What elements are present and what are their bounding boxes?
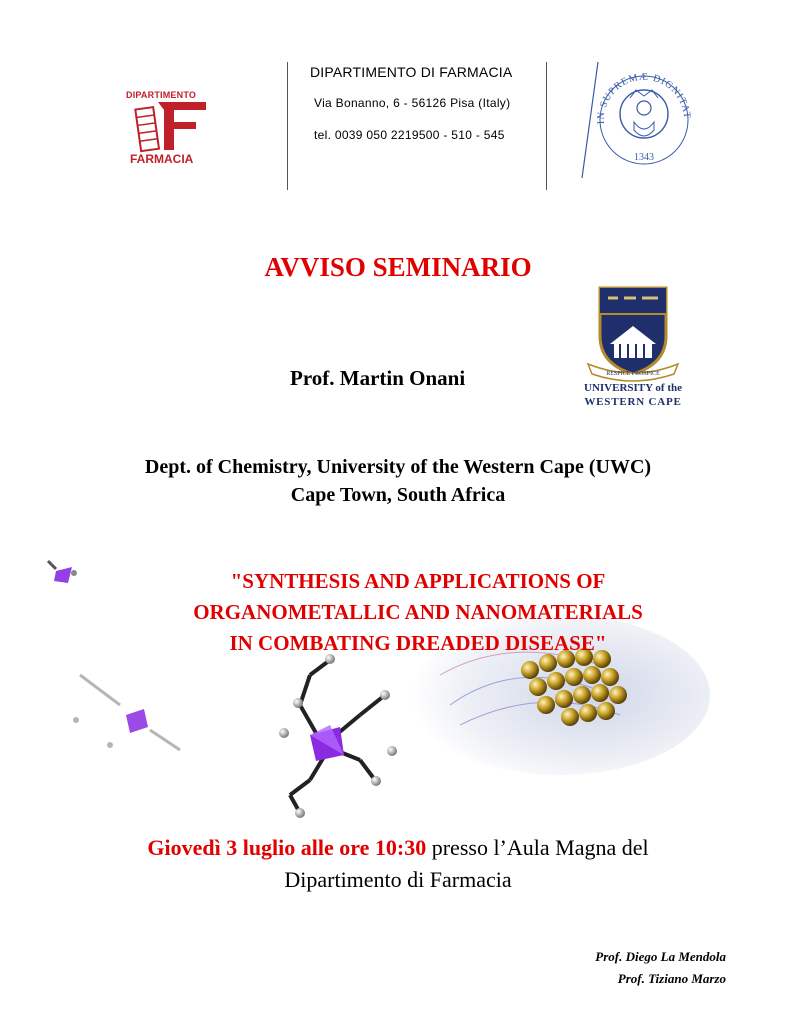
organizer-name: Prof. Tiziano Marzo: [617, 971, 726, 986]
organizers: [595, 946, 726, 990]
uwc-crest-icon: [578, 284, 688, 382]
uwc-logo: [578, 284, 688, 414]
affiliation-line2: Cape Town, South Africa: [290, 484, 506, 506]
seminar-location-part2: Dipartimento di Farmacia: [284, 867, 512, 892]
seminar-location-part1: presso l’Aula Magna del: [426, 835, 649, 860]
uwc-ribbon-text: RESPICE PROSPICE: [606, 371, 660, 377]
header-phone: tel. 0039 050 2219500 - 510 - 545: [314, 128, 505, 142]
talk-title: [100, 566, 736, 659]
header-address: Via Bonanno, 6 - 56126 Pisa (Italy): [314, 96, 511, 110]
university-pisa-seal: [578, 58, 698, 188]
uwc-name-line1: UNIVERSITY of the: [584, 382, 682, 394]
header-title: DIPARTIMENTO DI FARMACIA: [310, 64, 513, 80]
dept-logo-bottom-text: FARMACIA: [130, 152, 194, 166]
header-divider-left: [287, 62, 288, 190]
talk-title-line3: IN COMBATING DREADED DISEASE": [229, 631, 607, 655]
leaning-tower-icon: [128, 98, 208, 154]
department-logo: [118, 84, 218, 174]
affiliation-line1: Dept. of Chemistry, University of the Western Cape (UWC): [144, 456, 652, 478]
talk-title-line2: ORGANOMETALLIC AND NANOMATERIALS: [193, 600, 643, 624]
organizer-name: Prof. Diego La Mendola: [595, 949, 726, 964]
seal-year: 1343: [634, 152, 654, 163]
talk-title-line1: "SYNTHESIS AND APPLICATIONS OF: [230, 569, 606, 593]
faded-cluster-icon: [73, 675, 180, 750]
header-divider-right: [546, 62, 547, 190]
organometallic-molecule-icon: [279, 654, 397, 818]
dept-logo-top-text: DIPARTIMENTO: [126, 90, 197, 100]
small-cluster-icon: [48, 561, 77, 583]
seminar-schedule: [0, 832, 796, 896]
notice-title: AVVISO SEMINARIO: [264, 252, 532, 282]
seminar-date-time: Giovedì 3 luglio alle ore 10:30: [147, 835, 427, 860]
seal-motto: IN SUPREMÆ DIGNITAT: [595, 71, 693, 125]
uwc-name-line2: WESTERN CAPE: [584, 396, 682, 408]
speaker-name: Prof. Martin Onani: [290, 366, 466, 390]
